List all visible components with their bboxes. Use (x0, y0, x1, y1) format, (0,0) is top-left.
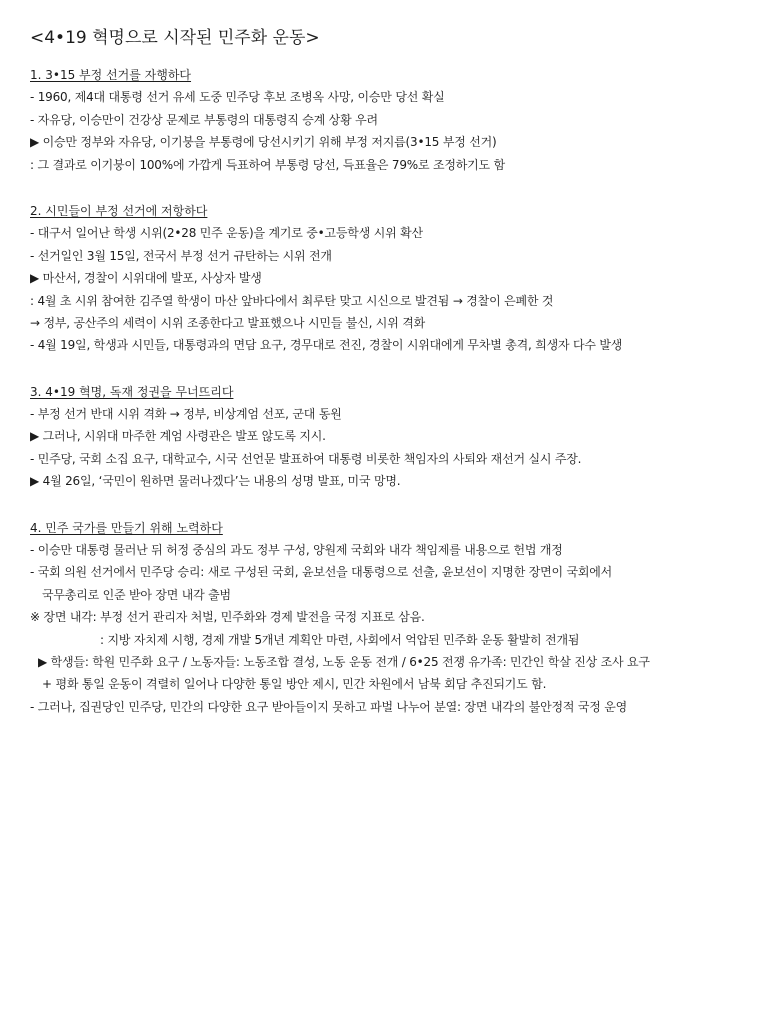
note-line: - 국회 의원 선거에서 민주당 승리: 새로 구성된 국회, 윤보선을 대통령으로 선출, 윤보선이 지명한 장면이 국회에서 (30, 565, 613, 580)
note-line: : 4월 초 시위 참여한 김주열 학생이 마산 앞바다에서 최루탄 맞고 시신으로 발견됨 → 경찰이 은폐한 것 (30, 293, 554, 308)
note-line: - 대구서 일어난 학생 시위(2•28 민주 운동)을 계기로 중•고등학생 시위 확산 (30, 226, 423, 241)
note-line: - 부정 선거 반대 시위 격화 → 정부, 비상계엄 선포, 군대 동원 (30, 407, 342, 422)
note-line: ▶ 마산서, 경찰이 시위대에 발포, 사상자 발생 (30, 271, 262, 286)
note-line-continuation: 국무총리로 인준 받아 장면 내각 출범 (42, 587, 231, 602)
section-heading: 1. 3•15 부정 선거를 자행하다 (30, 68, 192, 82)
document-page (30, 26, 750, 718)
section-heading: 4. 민주 국가를 만들기 위해 노력하다 (30, 520, 223, 535)
note-line: - 자유당, 이승만이 건강상 문제로 부통령의 대통령직 승계 상황 우려 (30, 112, 378, 127)
note-line-continuation: : 지방 자치제 시행, 경제 개발 5개년 계획안 마련, 사회에서 억압된 민주화 운동 활발히 전개됨 (100, 632, 580, 647)
note-line: - 4월 19일, 학생과 시민들, 대통령과의 면담 요구, 경무대로 전진, 경찰이 시위대에게 무차별 총격, 희생자 다수 발생 (30, 338, 623, 353)
note-line: : 그 결과로 이기붕이 100%에 가깝게 득표하여 부통령 당선, 득표율은 79%로 조정하기도 함 (30, 157, 505, 172)
note-line: ▶ 그러나, 시위대 마주한 계엄 사령관은 발포 않도록 지시. (30, 429, 326, 444)
section-2 (30, 200, 750, 357)
section-1 (30, 64, 750, 176)
note-line: + 평화 통일 운동이 격렬히 일어나 다양한 통일 방안 제시, 민간 차원에서 남북 회담 추진되기도 함. (42, 677, 547, 692)
section-3 (30, 381, 750, 493)
note-line: → 정부, 공산주의 세력이 시위 조종한다고 발표했으나 시민들 불신, 시위 격화 (30, 315, 425, 330)
note-line: - 선거일인 3월 15일, 전국서 부정 선거 규탄하는 시위 전개 (30, 248, 332, 263)
section-heading: 2. 시민들이 부정 선거에 저항하다 (30, 203, 208, 218)
note-line: ▶ 4월 26일, ‘국민이 원하면 물러나겠다’는 내용의 성명 발표, 미국 망명. (30, 474, 401, 489)
section-heading: 3. 4•19 혁명, 독재 정권을 무너뜨리다 (30, 384, 234, 399)
note-line: ▶ 학생들: 학원 민주화 요구 / 노동자들: 노동조합 결성, 노동 운동 전개 / 6•25 전쟁 유가족: 민간인 학살 진상 조사 요구 (38, 654, 650, 669)
note-line: - 민주당, 국회 소집 요구, 대학교수, 시국 선언문 발표하여 대통령 비롯한 책임자의 사퇴와 재선거 실시 주장. (30, 451, 582, 466)
section-4 (30, 517, 750, 719)
note-line: ※ 장면 내각: 부정 선거 관리자 처벌, 민주화와 경제 발전을 국정 지표로 삼음. (30, 610, 425, 625)
note-line: - 1960, 제4대 대통령 선거 유세 도중 민주당 후보 조병옥 사망, 이승만 당선 확실 (30, 90, 445, 105)
note-line: - 그러나, 집권당인 민주당, 민간의 다양한 요구 받아들이지 못하고 파벌 나누어 분열: 장면 내각의 불안정적 국정 운영 (30, 699, 628, 714)
document-title: <4•19 혁명으로 시작된 민주화 운동> (30, 28, 320, 48)
note-line: - 이승만 대통령 물러난 뒤 허정 중심의 과도 정부 구성, 양원제 국회와 내각 책임제를 내용으로 헌법 개정 (30, 543, 563, 558)
note-line: ▶ 이승만 정부와 자유당, 이기붕을 부통령에 당선시키기 위해 부정 저지름(3•15 부정 선거) (30, 135, 497, 150)
